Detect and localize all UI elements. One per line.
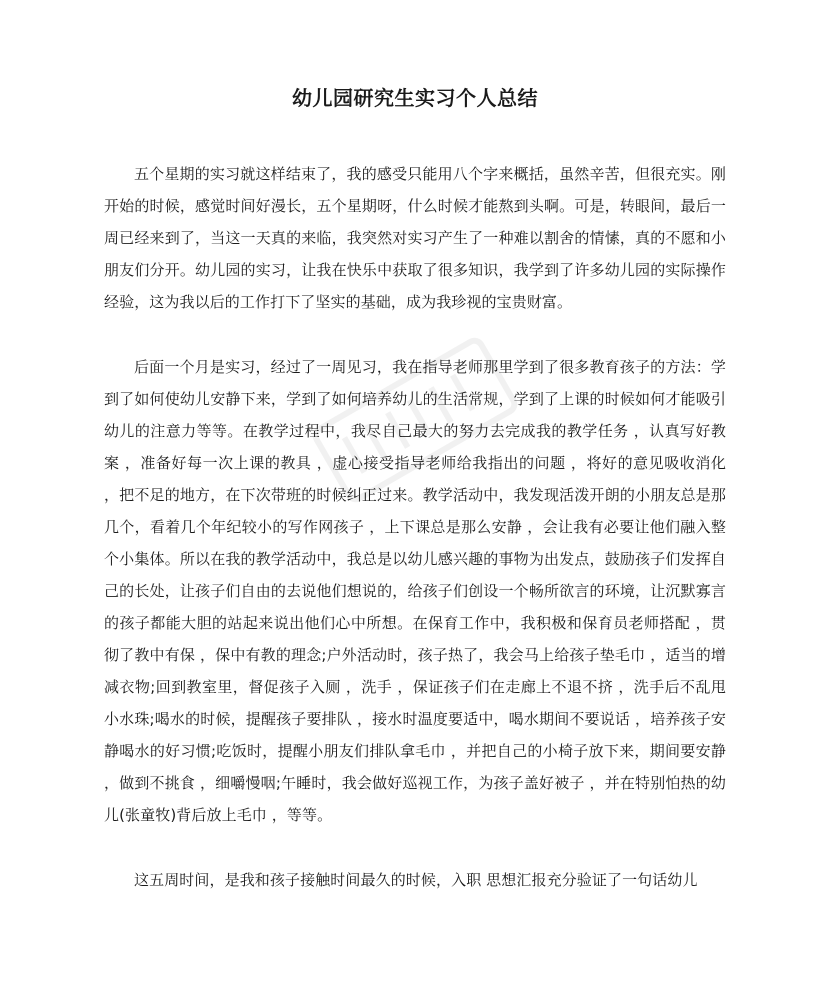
document-title: 幼儿园研究生实习个人总结 (292, 86, 538, 110)
document-body (104, 158, 726, 929)
paragraph-3: 这五周时间，是我和孩子接触时间最久的时候，入职 思想汇报充分验证了一句话幼儿 (134, 871, 698, 889)
paragraph-2: 后面一个月是实习，经过了一周见习，我在指导老师那里学到了很多教育孩子的方法：学到了如何使幼儿安静下来，学到了如何培养幼儿的生活常规，学到了上课的时候如何才能吸引幼儿的注意力等等。在教学过程中，我尽自己最大的努力去完成我的教学任务 ，认真写好教案 ，准备好每一次上课的教具 ，虚心接受指导老师给我指出的问题 ，将好的意见吸收消化 ，把不足的地方，在下次带班的时候纠正过来。教学活动中，我发现活泼开朗的小朋友总是那几个，看着几个年纪较小的写作网孩子 ，上下课总是那么安静 ，会让我有必要让他们融入整个小集体。所以在我的教学活动中，我总是以幼儿感兴趣的事物为出发点，鼓励孩子们发挥自己的长处，让孩子们自由的去说他们想说的，给孩子们创设一个畅所欲言的环境，让沉默寡言的孩子都能大胆的站起来说出他们心中所想。在保育工作中，我积极和保育员老师搭配 ，贯彻了教中有保 ，保中有教的理念;户外活动时，孩子热了，我会马上给孩子垫毛巾 ，适当的增减衣物;回到教室里，督促孩子入厕 ，洗手 ，保证孩子们在走廊上不退不挤 ，洗手后不乱甩小水珠;喝水的时候，提醒孩子要排队 ，接水时温度要适中，喝水期间不要说话 ，培养孩子安静喝水的好习惯;吃饭时，提醒小朋友们排队拿毛巾 ，并把自己的小椅子放下来，期间要安静 ，做到不挑食 ，细嚼慢咽;午睡时，我会做好巡视工作，为孩子盖好被子 ，并在特别怕热的幼儿(张童牧)背后放上毛巾 ，等等。 (104, 358, 726, 824)
paragraph-1: 五个星期的实习就这样结束了，我的感受只能用八个字来概括，虽然辛苦，但很充实。刚开始的时候，感觉时间好漫长，五个星期呀，什么时候才能熬到头啊。可是，转眼间，最后一周已经来到了，当这一天真的来临，我突然对实习产生了一种难以割舍的情愫，真的不愿和小朋友们分开。幼儿园的实习，让我在快乐中获取了很多知识，我学到了许多幼儿园的实际操作经验，这为我以后的工作打下了坚实的基础，成为我珍视的宝贵财富。 (104, 165, 726, 311)
